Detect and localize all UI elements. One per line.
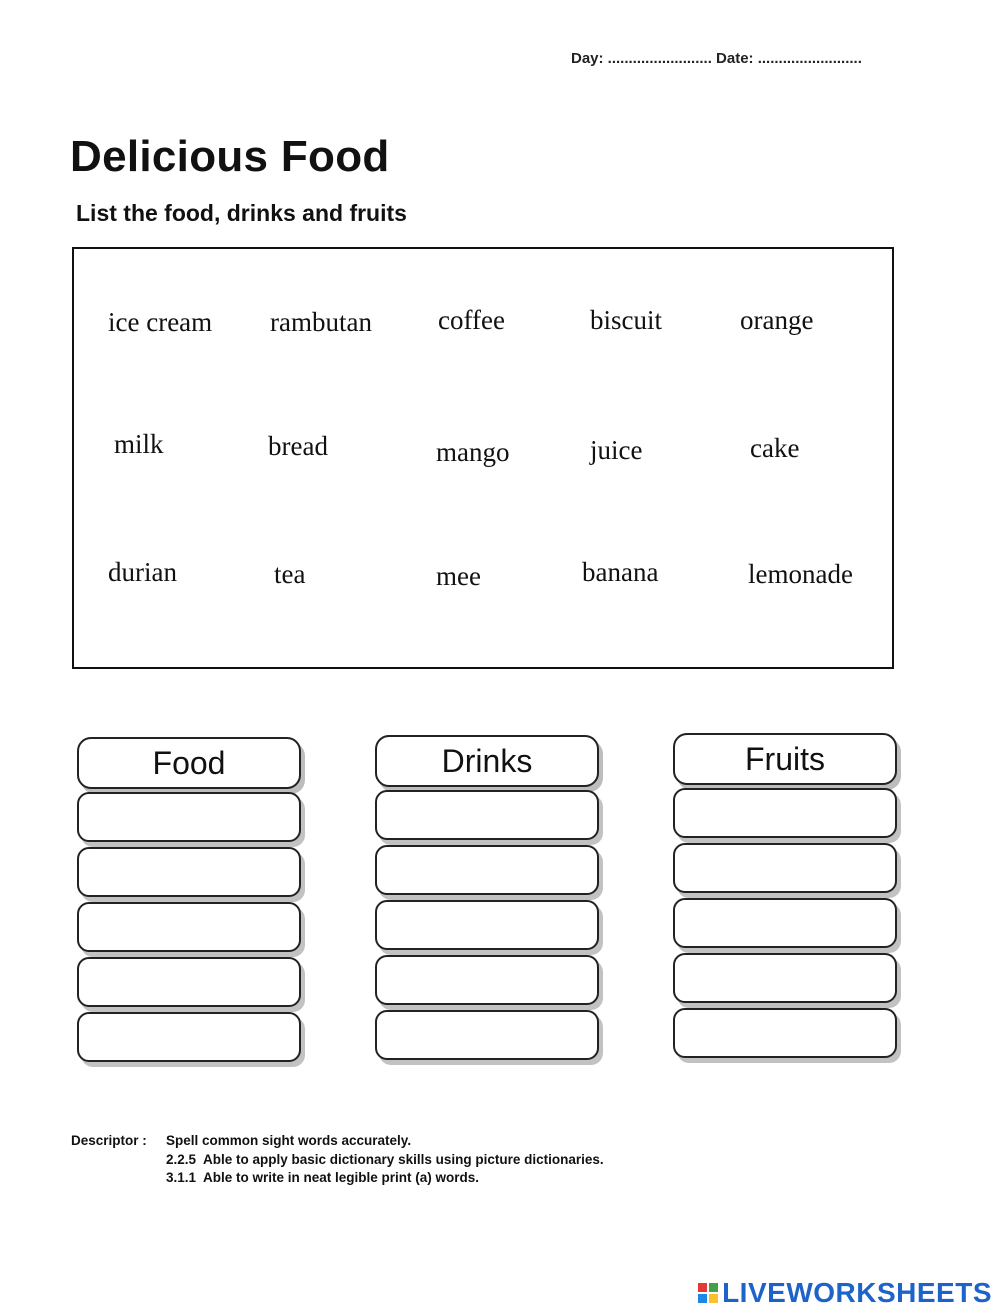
descriptor-line: 2.2.5 Able to apply basic dictionary skills using picture dictionaries. [166, 1152, 604, 1167]
logo-square [698, 1294, 707, 1303]
food-answer-box[interactable] [77, 792, 301, 842]
food-answer-box[interactable] [77, 847, 301, 897]
word-item[interactable]: biscuit [590, 305, 662, 335]
fruits-header: Fruits [673, 733, 897, 785]
word-item[interactable]: lemonade [748, 559, 853, 589]
liveworksheets-logo[interactable] [698, 1277, 992, 1309]
word-item[interactable]: rambutan [270, 307, 372, 337]
word-item[interactable]: mango [436, 437, 510, 467]
drinks-answer-box[interactable] [375, 955, 599, 1005]
drinks-header: Drinks [375, 735, 599, 787]
word-item[interactable]: milk [114, 429, 164, 459]
word-item[interactable]: coffee [438, 305, 505, 335]
fruits-answer-box[interactable] [673, 843, 897, 893]
descriptor-line: Spell common sight words accurately. [166, 1133, 412, 1148]
day-date-line: Day: ......................... Date: ......................... [571, 50, 862, 67]
word-item[interactable]: mee [436, 561, 481, 591]
fruits-answer-box[interactable] [673, 1008, 897, 1058]
descriptor-line: 3.1.1 Able to write in neat legible print (a) words. [166, 1170, 480, 1185]
food-header: Food [77, 737, 301, 789]
fruits-answer-box[interactable] [673, 953, 897, 1003]
word-item[interactable]: cake [750, 433, 800, 463]
word-item[interactable]: bread [268, 431, 328, 461]
food-answer-box[interactable] [77, 902, 301, 952]
logo-square [698, 1283, 707, 1292]
logo-square [709, 1283, 718, 1292]
word-item[interactable]: orange [740, 305, 814, 335]
drinks-answer-box[interactable] [375, 845, 599, 895]
food-answer-box[interactable] [77, 957, 301, 1007]
instruction: List the food, drinks and fruits [76, 200, 407, 226]
word-item[interactable]: durian [108, 557, 177, 587]
word-item[interactable]: ice cream [108, 307, 213, 337]
fruits-answer-box[interactable] [673, 788, 897, 838]
word-box [72, 247, 894, 669]
word-item[interactable]: juice [590, 435, 643, 465]
drinks-answer-box[interactable] [375, 1010, 599, 1060]
drinks-answer-box[interactable] [375, 900, 599, 950]
page-title: Delicious Food [70, 132, 390, 181]
logo-square [709, 1294, 718, 1303]
fruits-answer-box[interactable] [673, 898, 897, 948]
drinks-answer-box[interactable] [375, 790, 599, 840]
liveworksheets-logo-icon [698, 1283, 718, 1303]
food-answer-box[interactable] [77, 1012, 301, 1062]
word-item[interactable]: tea [274, 559, 306, 589]
descriptor-label: Descriptor : [71, 1133, 147, 1148]
brand-name: LIVEWORKSHEETS [722, 1277, 992, 1308]
word-item[interactable]: banana [582, 557, 659, 587]
